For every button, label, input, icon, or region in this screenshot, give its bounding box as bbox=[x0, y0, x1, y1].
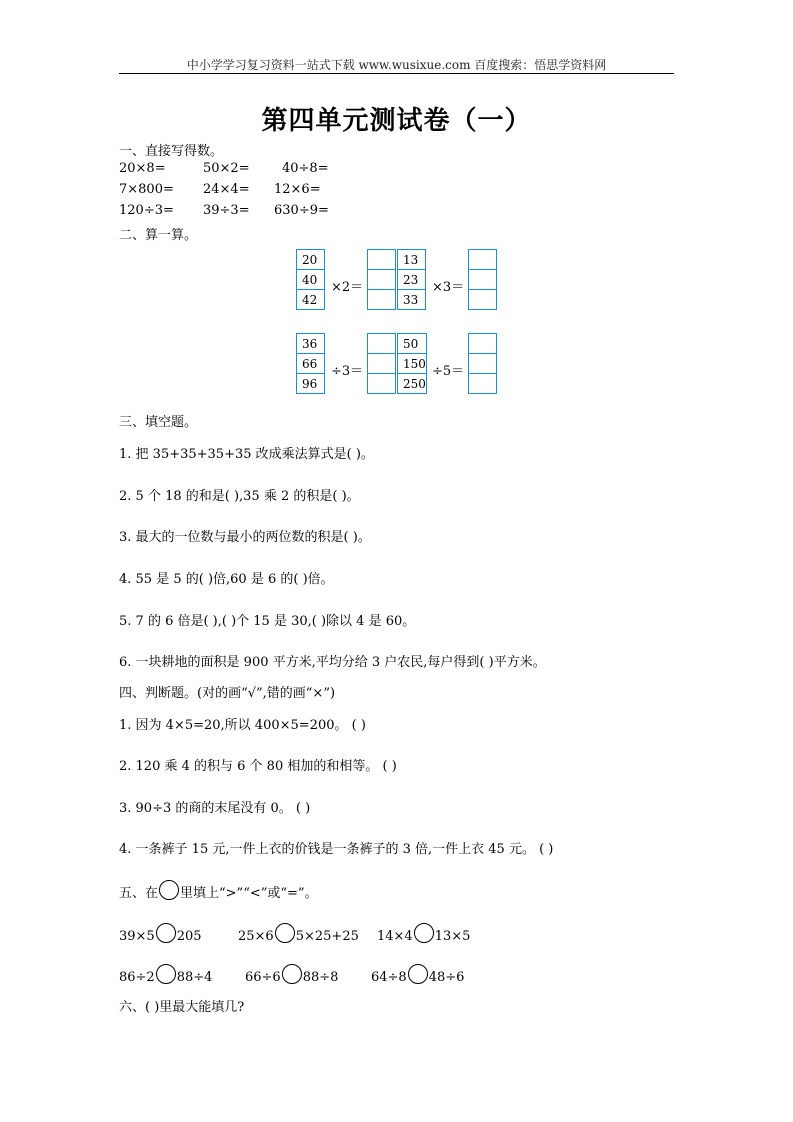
operator-label: ÷5＝ bbox=[432, 364, 465, 379]
answer-cell[interactable] bbox=[469, 270, 497, 290]
answer-cell[interactable] bbox=[368, 374, 396, 394]
calc-item: 7×800= bbox=[119, 182, 174, 197]
fill-blank-question: 5. 7 的 6 倍是( ),( )个 15 是 30,( )除以 4 是 60。 bbox=[119, 614, 416, 629]
compare-item bbox=[371, 964, 464, 985]
compare-left: 14×4 bbox=[377, 929, 413, 944]
answer-cell[interactable] bbox=[368, 334, 396, 354]
page-header: 中小学学习复习资料一站式下载 www.wusixue.com 百度搜索：悟思学资料网 bbox=[186, 58, 607, 72]
compare-left: 86÷2 bbox=[119, 970, 155, 985]
input-numbers-table bbox=[397, 249, 426, 310]
section1-heading: 一、直接写得数。 bbox=[119, 144, 224, 159]
compare-right: 88÷8 bbox=[302, 970, 339, 985]
calc-item: 12×6= bbox=[274, 182, 321, 197]
section2-heading: 二、算一算。 bbox=[119, 228, 198, 243]
fill-blank-question: 4. 55 是 5 的( )倍,60 是 6 的( )倍。 bbox=[119, 572, 334, 587]
calc-item: 40÷8= bbox=[282, 161, 329, 176]
true-false-question: 4. 一条裤子 15 元,一件上衣的价钱是一条裤子的 3 倍,一件上衣 45 元。 ( ) bbox=[119, 842, 554, 857]
calc-item: 39÷3= bbox=[203, 203, 250, 218]
compare-right: 13×5 bbox=[434, 929, 471, 944]
table-cell: 150 bbox=[398, 354, 427, 374]
section3-heading: 三、填空题。 bbox=[119, 415, 198, 430]
compare-circle[interactable] bbox=[408, 964, 428, 984]
answer-cell[interactable] bbox=[469, 290, 497, 310]
table-cell: 40 bbox=[297, 270, 325, 290]
fill-blank-question: 6. 一块耕地的面积是 900 平方米,平均分给 3 户农民,每户得到( )平方米。 bbox=[119, 655, 546, 670]
true-false-question: 2. 120 乘 4 的积与 6 个 80 相加的和相等。 ( ) bbox=[119, 759, 397, 774]
true-false-question: 1. 因为 4×5=20,所以 400×5=200。 ( ) bbox=[119, 718, 366, 733]
compare-item bbox=[245, 964, 338, 985]
table-cell: 23 bbox=[398, 270, 426, 290]
answer-cell[interactable] bbox=[368, 354, 396, 374]
calc-item: 630÷9= bbox=[274, 203, 329, 218]
answer-cell[interactable] bbox=[368, 290, 396, 310]
fill-blank-question: 2. 5 个 18 的和是( ),35 乘 2 的积是( )。 bbox=[119, 489, 360, 504]
page-title: 第四单元测试卷（一） bbox=[261, 106, 532, 136]
compare-circle[interactable] bbox=[414, 923, 434, 943]
table-cell: 13 bbox=[398, 250, 426, 270]
compare-circle[interactable] bbox=[156, 964, 176, 984]
input-numbers-table bbox=[397, 333, 427, 394]
input-numbers-table bbox=[296, 333, 325, 394]
true-false-question: 3. 90÷3 的商的末尾没有 0。 ( ) bbox=[119, 801, 311, 816]
operator-label: ÷3＝ bbox=[331, 364, 364, 379]
compare-left: 39×5 bbox=[119, 929, 155, 944]
table-cell: 50 bbox=[398, 334, 427, 354]
compare-circle[interactable] bbox=[156, 923, 176, 943]
table-cell: 33 bbox=[398, 290, 426, 310]
operator-label: ×3＝ bbox=[432, 280, 465, 295]
compare-item bbox=[377, 923, 470, 944]
table-cell: 96 bbox=[297, 374, 325, 394]
fill-blank-question: 1. 把 35+35+35+35 改成乘法算式是( )。 bbox=[119, 447, 374, 462]
compare-item bbox=[119, 923, 202, 944]
answer-cell[interactable] bbox=[469, 250, 497, 270]
section4-heading: 四、判断题。(对的画“√”,错的画“×”) bbox=[119, 686, 336, 701]
heading-text: 五、在 bbox=[119, 886, 159, 901]
table-cell: 20 bbox=[297, 250, 325, 270]
answer-table[interactable] bbox=[468, 249, 497, 310]
table-cell: 66 bbox=[297, 354, 325, 374]
calc-item: 24×4= bbox=[203, 182, 250, 197]
calc-item: 120÷3= bbox=[119, 203, 174, 218]
answer-cell[interactable] bbox=[368, 250, 396, 270]
input-numbers-table bbox=[296, 249, 325, 310]
answer-table[interactable] bbox=[367, 249, 396, 310]
compare-item bbox=[238, 923, 359, 944]
compare-circle[interactable] bbox=[282, 964, 302, 984]
table-cell: 250 bbox=[398, 374, 427, 394]
calc-item: 50×2= bbox=[203, 161, 250, 176]
answer-table[interactable] bbox=[468, 333, 497, 394]
heading-text: 里填上“>”“<”或“=”。 bbox=[180, 886, 318, 901]
fill-blank-question: 3. 最大的一位数与最小的两位数的积是( )。 bbox=[119, 530, 371, 545]
compare-item bbox=[119, 964, 212, 985]
answer-table[interactable] bbox=[367, 333, 396, 394]
answer-cell[interactable] bbox=[469, 354, 497, 374]
circle-icon bbox=[159, 880, 179, 900]
compare-left: 64÷8 bbox=[371, 970, 407, 985]
compare-circle[interactable] bbox=[275, 923, 295, 943]
table-cell: 42 bbox=[297, 290, 325, 310]
compare-right: 88÷4 bbox=[176, 970, 213, 985]
compare-right: 48÷6 bbox=[428, 970, 465, 985]
section5-heading bbox=[119, 880, 318, 901]
table-cell: 36 bbox=[297, 334, 325, 354]
header-divider bbox=[119, 73, 674, 74]
section6-heading: 六、( )里最大能填几? bbox=[119, 1000, 245, 1015]
answer-cell[interactable] bbox=[469, 374, 497, 394]
operator-label: ×2＝ bbox=[331, 280, 364, 295]
calc-item: 20×8= bbox=[119, 161, 166, 176]
compare-right: 205 bbox=[176, 929, 202, 944]
answer-cell[interactable] bbox=[368, 270, 396, 290]
compare-right: 5×25+25 bbox=[295, 929, 359, 944]
compare-left: 25×6 bbox=[238, 929, 274, 944]
answer-cell[interactable] bbox=[469, 334, 497, 354]
compare-left: 66÷6 bbox=[245, 970, 281, 985]
